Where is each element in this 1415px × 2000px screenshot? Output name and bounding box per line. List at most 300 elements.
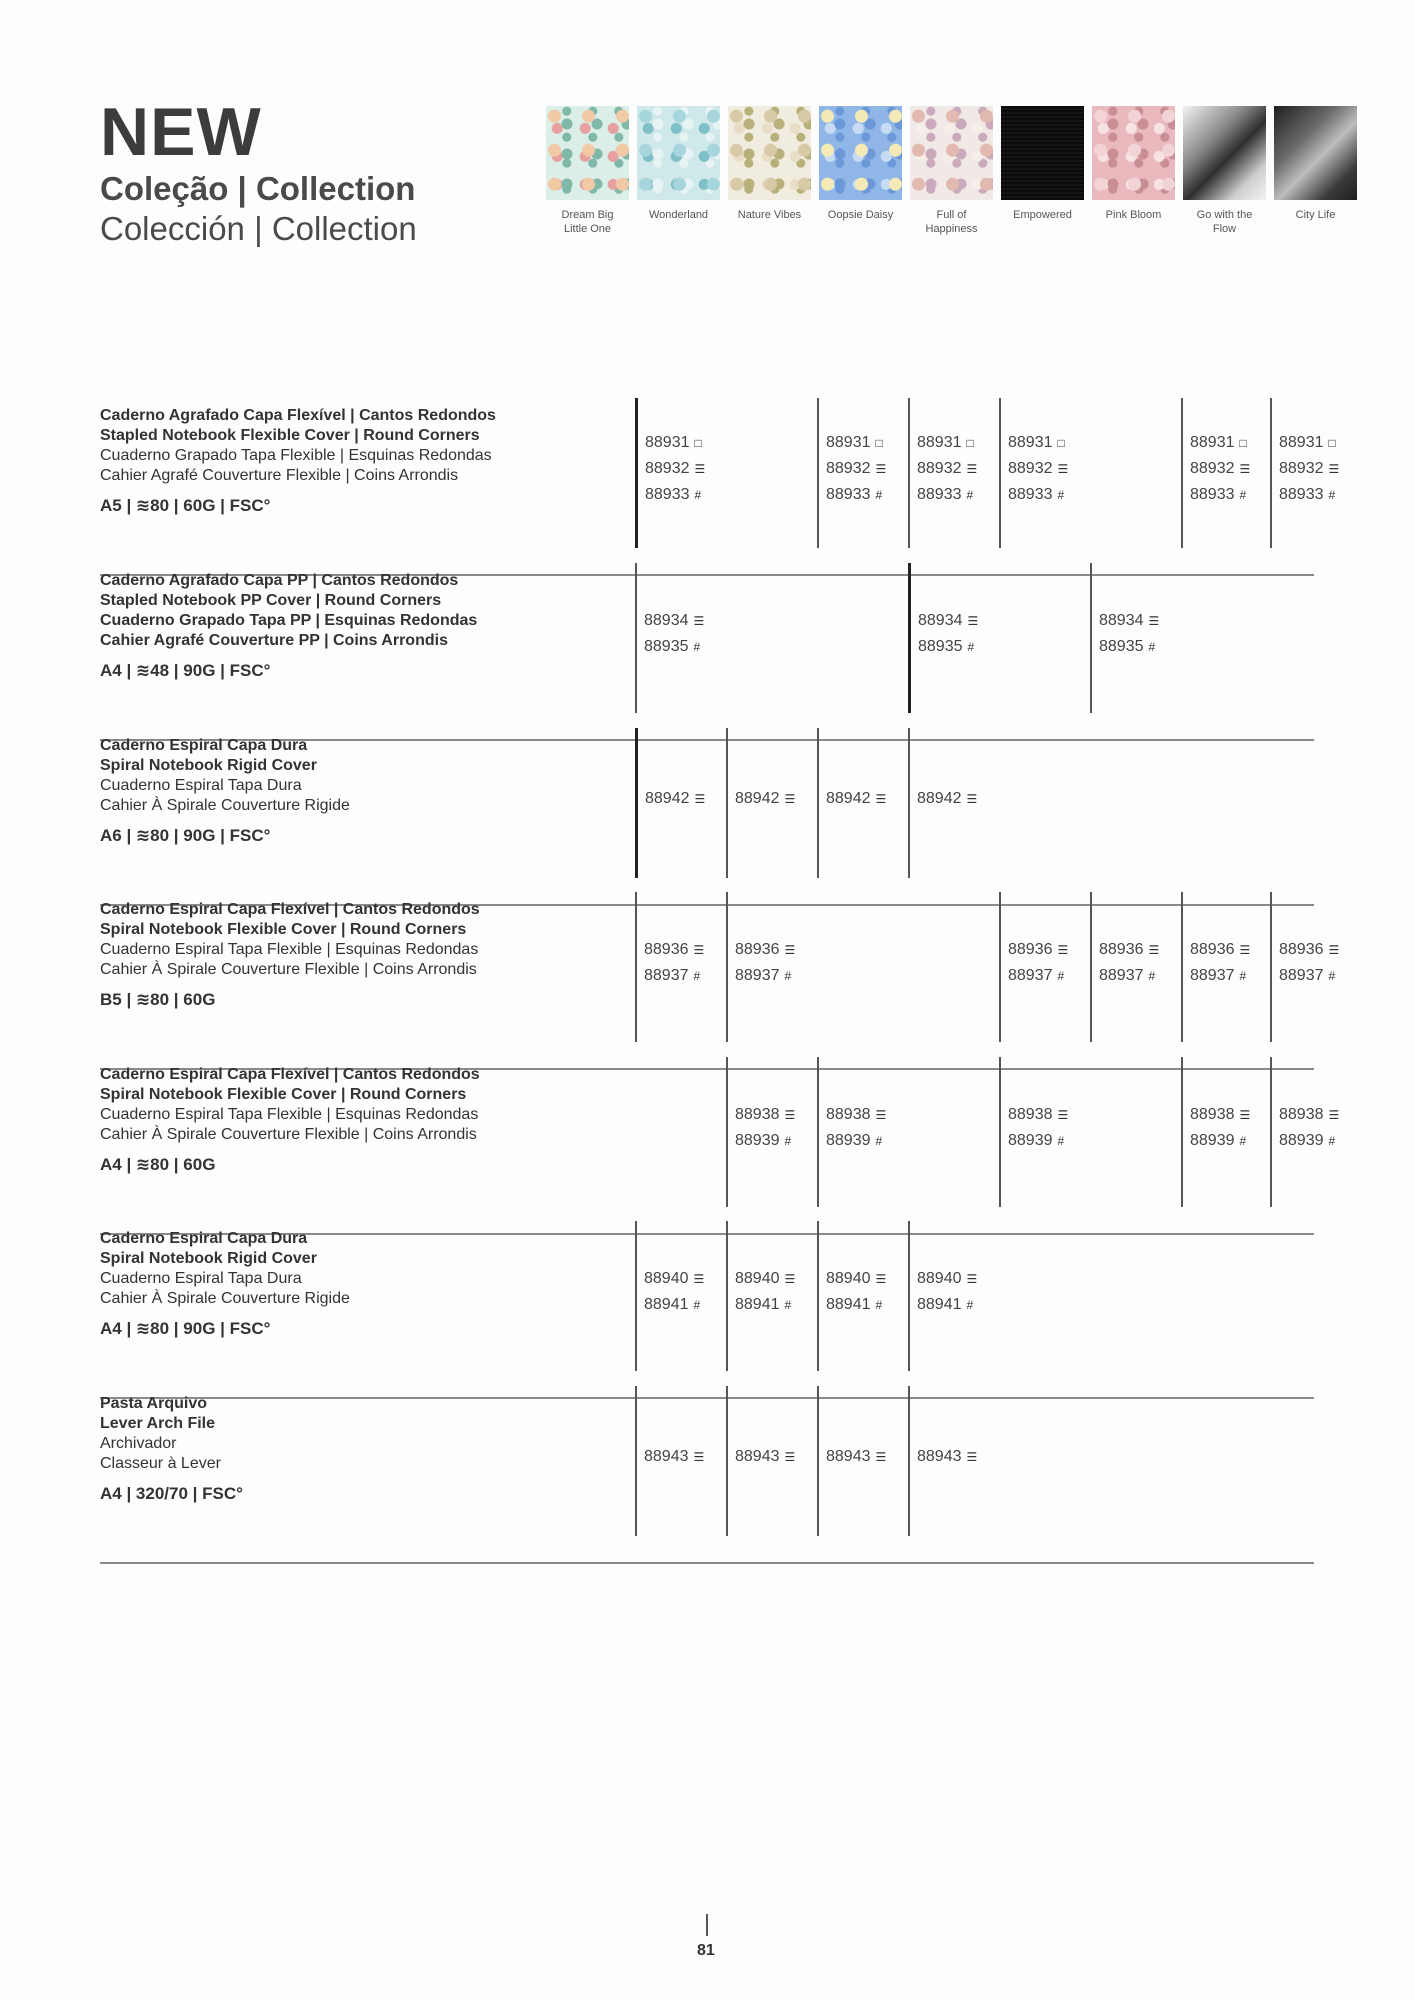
- product-code: [1099, 612, 1159, 630]
- code-number: 88939: [826, 1132, 871, 1149]
- swatch-full-of-happiness: [910, 106, 993, 236]
- swatch-wonderland: [637, 106, 720, 222]
- code-number: 88936: [735, 941, 780, 958]
- code-number: 88932: [826, 460, 871, 477]
- lined-ruling-icon: ☰: [1239, 943, 1251, 957]
- product-code: [917, 790, 977, 808]
- product-code: [645, 460, 705, 478]
- code-column-oopsie-daisy: [908, 1386, 978, 1536]
- product-code: [1279, 434, 1336, 452]
- product-code: [826, 1296, 882, 1314]
- code-column-wonderland: [726, 728, 796, 878]
- product-code: [1099, 638, 1155, 656]
- lined-ruling-icon: ☰: [1057, 1108, 1069, 1122]
- swatch-empowered: [1001, 106, 1084, 222]
- code-column-pink-bloom: [1181, 892, 1251, 1042]
- product-code: [918, 612, 978, 630]
- swatch-label: Oopsie Daisy: [827, 209, 894, 221]
- swatch-label: Nature Vibes: [737, 209, 802, 221]
- grid-ruling-icon: #: [875, 1298, 883, 1312]
- lined-ruling-icon: ☰: [1328, 462, 1340, 476]
- code-number: 88938: [826, 1106, 871, 1123]
- code-column-wonderland: [726, 1386, 796, 1536]
- product-row: [100, 1394, 1314, 1558]
- lined-ruling-icon: ☰: [784, 792, 796, 806]
- product-name-line: Cahier À Spirale Couverture Flexible | Coins Arrondis: [100, 1126, 477, 1143]
- product-code: [735, 1270, 795, 1288]
- code-column-go-with-the-flow: [1270, 1057, 1340, 1207]
- code-number: 88932: [1279, 460, 1324, 477]
- grid-ruling-icon: #: [784, 1134, 792, 1148]
- swatch-label: Wonderland: [648, 209, 709, 221]
- product-name-line: Cahier À Spirale Couverture Flexible | Coins Arrondis: [100, 961, 477, 978]
- code-number: 88935: [1099, 638, 1144, 655]
- swatch-label: Empowered: [1013, 209, 1072, 221]
- grid-ruling-icon: #: [784, 969, 792, 983]
- product-code: [735, 1106, 795, 1124]
- lined-ruling-icon: ☰: [875, 462, 887, 476]
- product-spec: A4 | ≋80 | 90G | FSC°: [100, 1319, 271, 1338]
- product-spec: A6 | ≋80 | 90G | FSC°: [100, 826, 271, 845]
- code-number: 88943: [826, 1448, 871, 1465]
- lined-ruling-icon: ☰: [1148, 614, 1160, 628]
- product-description: [100, 1065, 620, 1175]
- code-number: 88941: [917, 1296, 962, 1313]
- product-code: [644, 941, 704, 959]
- lined-ruling-icon: ☰: [1328, 1108, 1340, 1122]
- product-code: [735, 1448, 795, 1466]
- product-row: [100, 571, 1314, 735]
- product-code: [644, 1448, 704, 1466]
- plain-ruling-icon: □: [966, 436, 974, 450]
- code-column-dream-big-little-one: [635, 892, 705, 1042]
- product-code: [1190, 941, 1250, 959]
- page-header: [100, 96, 417, 248]
- product-name-line: Cuaderno Espiral Tapa Dura: [100, 1270, 302, 1287]
- product-code: [918, 638, 974, 656]
- product-description: [100, 1394, 620, 1504]
- code-column-dream-big-little-one: [635, 398, 706, 548]
- code-number: 88941: [826, 1296, 871, 1313]
- grid-ruling-icon: #: [693, 969, 701, 983]
- code-number: 88937: [1190, 967, 1235, 984]
- product-description: [100, 571, 620, 681]
- swatch-label: Go with the Flow: [1196, 209, 1253, 235]
- code-column-nature-vibes: [817, 1057, 887, 1207]
- code-number: 88934: [918, 612, 963, 629]
- code-number: 88935: [644, 638, 689, 655]
- code-number: 88933: [1190, 486, 1235, 503]
- code-number: 88931: [645, 434, 690, 451]
- lined-ruling-icon: ☰: [693, 1450, 705, 1464]
- product-name-line: Cahier À Spirale Couverture Rigide: [100, 797, 350, 814]
- product-description: [100, 900, 620, 1010]
- pattern-swatch: [637, 106, 720, 200]
- product-name-line: Caderno Espiral Capa Dura: [100, 1230, 308, 1247]
- grid-ruling-icon: #: [875, 488, 883, 502]
- code-column-wonderland: [726, 892, 796, 1042]
- code-column-oopsie-daisy: [908, 728, 978, 878]
- code-number: 88931: [826, 434, 871, 451]
- code-number: 88931: [1190, 434, 1235, 451]
- code-number: 88942: [917, 790, 962, 807]
- product-description: [100, 406, 620, 516]
- lined-ruling-icon: ☰: [1057, 943, 1069, 957]
- plain-ruling-icon: □: [694, 436, 702, 450]
- code-column-empowered: [1090, 892, 1160, 1042]
- lined-ruling-icon: ☰: [966, 792, 978, 806]
- code-number: 88936: [1279, 941, 1324, 958]
- code-number: 88940: [917, 1270, 962, 1287]
- code-number: 88940: [735, 1270, 780, 1287]
- grid-ruling-icon: #: [966, 488, 974, 502]
- code-column-go-with-the-flow: [1270, 892, 1340, 1042]
- grid-ruling-icon: #: [967, 640, 975, 654]
- code-number: 88938: [1190, 1106, 1235, 1123]
- lined-ruling-icon: ☰: [967, 614, 979, 628]
- swatch-dream-big-little-one: [546, 106, 629, 236]
- pattern-swatch: [1183, 106, 1266, 200]
- swatch-label: Dream Big Little One: [561, 209, 614, 235]
- product-name-line: Cahier Agrafé Couverture Flexible | Coins Arrondis: [100, 467, 459, 484]
- grid-ruling-icon: #: [1057, 488, 1065, 502]
- code-column-dream-big-little-one: [635, 563, 705, 713]
- code-column-go-with-the-flow: [1270, 398, 1340, 548]
- code-number: 88932: [917, 460, 962, 477]
- code-column-full-of-happiness: [999, 892, 1069, 1042]
- pattern-swatch: [819, 106, 902, 200]
- lined-ruling-icon: ☰: [693, 943, 705, 957]
- product-name-line: Stapled Notebook Flexible Cover | Round Corners: [100, 427, 480, 444]
- product-code: [1008, 1132, 1064, 1150]
- product-code: [645, 434, 702, 452]
- code-number: 88933: [1279, 486, 1324, 503]
- product-code: [1279, 486, 1335, 504]
- lined-ruling-icon: ☰: [1328, 943, 1340, 957]
- product-code: [1008, 434, 1065, 452]
- code-column-full-of-happiness: [999, 1057, 1069, 1207]
- product-code: [826, 1106, 886, 1124]
- code-number: 88936: [1190, 941, 1235, 958]
- product-row: [100, 1229, 1314, 1393]
- lined-ruling-icon: ☰: [693, 614, 705, 628]
- code-number: 88938: [735, 1106, 780, 1123]
- code-number: 88933: [826, 486, 871, 503]
- product-name-line: Caderno Agrafado Capa Flexível | Cantos Redondos: [100, 407, 496, 424]
- code-column-oopsie-daisy: [908, 398, 978, 548]
- code-number: 88939: [1190, 1132, 1235, 1149]
- lined-ruling-icon: ☰: [784, 1108, 796, 1122]
- code-column-wonderland: [726, 1221, 796, 1371]
- lined-ruling-icon: ☰: [784, 1450, 796, 1464]
- product-code: [1279, 941, 1339, 959]
- code-number: 88943: [735, 1448, 780, 1465]
- code-number: 88933: [1008, 486, 1053, 503]
- code-number: 88931: [1008, 434, 1053, 451]
- product-code: [1279, 1132, 1335, 1150]
- product-code: [1099, 967, 1155, 985]
- product-code: [826, 486, 882, 504]
- product-code: [1190, 434, 1247, 452]
- code-number: 88937: [1008, 967, 1053, 984]
- product-code: [1190, 1106, 1250, 1124]
- code-number: 88931: [917, 434, 962, 451]
- lined-ruling-icon: ☰: [1239, 462, 1251, 476]
- code-number: 88935: [918, 638, 963, 655]
- code-column-dream-big-little-one: [635, 728, 706, 878]
- lined-ruling-icon: ☰: [693, 1272, 705, 1286]
- swatch-label: Pink Bloom: [1105, 209, 1162, 221]
- code-number: 88936: [1008, 941, 1053, 958]
- product-name-line: Archivador: [100, 1435, 177, 1452]
- product-code: [917, 1296, 973, 1314]
- grid-ruling-icon: #: [1328, 969, 1336, 983]
- product-code: [735, 967, 791, 985]
- product-code: [917, 1270, 977, 1288]
- lined-ruling-icon: ☰: [966, 1450, 978, 1464]
- product-row: [100, 1065, 1340, 1229]
- product-name-line: Pasta Arquivo: [100, 1395, 207, 1412]
- code-column-oopsie-daisy: [908, 1221, 978, 1371]
- code-number: 88933: [645, 486, 690, 503]
- product-code: [826, 1132, 882, 1150]
- swatch-oopsie-daisy: [819, 106, 902, 222]
- code-number: 88931: [1279, 434, 1324, 451]
- product-name-line: Spiral Notebook Flexible Cover | Round Corners: [100, 921, 467, 938]
- product-code: [1190, 967, 1246, 985]
- product-name-line: Classeur à Lever: [100, 1455, 221, 1472]
- pattern-swatch: [910, 106, 993, 200]
- product-spec: A4 | ≋48 | 90G | FSC°: [100, 661, 271, 680]
- product-name-line: Cahier À Spirale Couverture Rigide: [100, 1290, 350, 1307]
- grid-ruling-icon: #: [1148, 969, 1156, 983]
- product-name-line: Caderno Agrafado Capa PP | Cantos Redondos: [100, 572, 459, 589]
- swatch-label: Full of Happiness: [925, 209, 978, 235]
- product-name-line: Cuaderno Grapado Tapa PP | Esquinas Redondas: [100, 612, 478, 629]
- grid-ruling-icon: #: [784, 1298, 792, 1312]
- product-name-line: Lever Arch File: [100, 1415, 216, 1432]
- swatch-nature-vibes: [728, 106, 811, 222]
- code-column-nature-vibes: [817, 398, 887, 548]
- grid-ruling-icon: #: [1239, 1134, 1247, 1148]
- product-code: [1008, 460, 1068, 478]
- lined-ruling-icon: ☰: [694, 462, 706, 476]
- code-number: 88939: [1008, 1132, 1053, 1149]
- product-row: [100, 736, 1314, 900]
- product-spec: A4 | 320/70 | FSC°: [100, 1484, 243, 1503]
- product-code: [1190, 486, 1246, 504]
- product-code: [645, 486, 701, 504]
- grid-ruling-icon: #: [875, 1134, 883, 1148]
- swatch-label: City Life: [1295, 209, 1336, 221]
- code-number: 88936: [644, 941, 689, 958]
- product-code: [826, 1270, 886, 1288]
- product-code: [644, 638, 700, 656]
- swatch-go-with-the-flow: [1183, 106, 1266, 236]
- lined-ruling-icon: ☰: [875, 1450, 887, 1464]
- grid-ruling-icon: #: [1328, 1134, 1336, 1148]
- page-number-marker: [706, 1914, 708, 1936]
- collection-swatches: [546, 106, 1366, 246]
- page-number: 81: [697, 1942, 715, 1959]
- product-spec: A5 | ≋80 | 60G | FSC°: [100, 496, 271, 515]
- product-name-line: Cuaderno Espiral Tapa Dura: [100, 777, 302, 794]
- product-description: [100, 736, 620, 846]
- product-code: [644, 612, 704, 630]
- product-spec: A4 | ≋80 | 60G: [100, 1155, 216, 1174]
- code-number: 88941: [735, 1296, 780, 1313]
- product-code: [1190, 1132, 1246, 1150]
- grid-ruling-icon: #: [1328, 488, 1336, 502]
- product-description: [100, 1229, 620, 1339]
- plain-ruling-icon: □: [1057, 436, 1065, 450]
- lined-ruling-icon: ☰: [966, 1272, 978, 1286]
- lined-ruling-icon: ☰: [875, 1108, 887, 1122]
- product-code: [917, 434, 974, 452]
- grid-ruling-icon: #: [966, 1298, 974, 1312]
- grid-ruling-icon: #: [1057, 969, 1065, 983]
- code-number: 88940: [826, 1270, 871, 1287]
- code-number: 88938: [1279, 1106, 1324, 1123]
- code-number: 88942: [826, 790, 871, 807]
- plain-ruling-icon: □: [1328, 436, 1336, 450]
- product-code: [826, 1448, 886, 1466]
- code-column-pink-bloom: [1181, 398, 1251, 548]
- code-column-full-of-happiness: [999, 398, 1069, 548]
- pattern-swatch: [546, 106, 629, 200]
- product-code: [735, 790, 795, 808]
- product-code: [826, 434, 883, 452]
- product-code: [826, 790, 886, 808]
- product-code: [826, 460, 886, 478]
- grid-ruling-icon: #: [1239, 969, 1247, 983]
- code-number: 88942: [645, 790, 690, 807]
- plain-ruling-icon: □: [875, 436, 883, 450]
- code-number: 88938: [1008, 1106, 1053, 1123]
- product-code: [735, 1296, 791, 1314]
- product-name-line: Caderno Espiral Capa Dura: [100, 737, 308, 754]
- code-number: 88934: [644, 612, 689, 629]
- product-code: [917, 486, 973, 504]
- pattern-swatch: [1001, 106, 1084, 200]
- code-column-oopsie-daisy: [908, 563, 979, 713]
- page-title: NEW: [100, 94, 262, 170]
- code-column-wonderland: [726, 1057, 796, 1207]
- code-number: 88943: [644, 1448, 689, 1465]
- code-number: 88937: [1279, 967, 1324, 984]
- product-code: [735, 941, 795, 959]
- product-spec: B5 | ≋80 | 60G: [100, 990, 216, 1009]
- product-code: [644, 967, 700, 985]
- lined-ruling-icon: ☰: [1057, 462, 1069, 476]
- pattern-swatch: [728, 106, 811, 200]
- lined-ruling-icon: ☰: [1148, 943, 1160, 957]
- plain-ruling-icon: □: [1239, 436, 1247, 450]
- grid-ruling-icon: #: [1148, 640, 1156, 654]
- lined-ruling-icon: ☰: [694, 792, 706, 806]
- collection-title-es-fr: Colección | Collection: [100, 210, 417, 247]
- product-code: [1279, 460, 1339, 478]
- product-code: [644, 1296, 700, 1314]
- product-code: [1279, 967, 1335, 985]
- code-number: 88942: [735, 790, 780, 807]
- code-column-nature-vibes: [817, 1221, 887, 1371]
- product-code: [1008, 941, 1068, 959]
- code-number: 88937: [1099, 967, 1144, 984]
- grid-ruling-icon: #: [1239, 488, 1247, 502]
- product-code: [735, 1132, 791, 1150]
- code-column-pink-bloom: [1181, 1057, 1251, 1207]
- swatch-pink-bloom: [1092, 106, 1175, 222]
- lined-ruling-icon: ☰: [1239, 1108, 1251, 1122]
- lined-ruling-icon: ☰: [966, 462, 978, 476]
- product-row: [100, 406, 1340, 570]
- code-column-nature-vibes: [817, 728, 887, 878]
- code-column-empowered: [1090, 563, 1160, 713]
- product-code: [644, 1270, 704, 1288]
- lined-ruling-icon: ☰: [784, 1272, 796, 1286]
- lined-ruling-icon: ☰: [875, 792, 887, 806]
- code-number: 88932: [1008, 460, 1053, 477]
- code-column-dream-big-little-one: [635, 1221, 705, 1371]
- code-number: 88941: [644, 1296, 689, 1313]
- product-name-line: Cahier Agrafé Couverture PP | Coins Arrondis: [100, 632, 448, 649]
- product-code: [645, 790, 705, 808]
- product-name-line: Caderno Espiral Capa Flexível | Cantos Redondos: [100, 1066, 480, 1083]
- product-name-line: Spiral Notebook Rigid Cover: [100, 1250, 317, 1267]
- code-number: 88934: [1099, 612, 1144, 629]
- swatch-city-life: [1274, 106, 1357, 222]
- product-code: [1008, 486, 1064, 504]
- product-code: [917, 1448, 977, 1466]
- code-number: 88939: [1279, 1132, 1324, 1149]
- code-column-dream-big-little-one: [635, 1386, 705, 1536]
- product-code: [1008, 1106, 1068, 1124]
- product-code: [1008, 967, 1064, 985]
- pattern-swatch: [1092, 106, 1175, 200]
- product-row: [100, 900, 1340, 1064]
- code-number: 88937: [735, 967, 780, 984]
- product-name-line: Cuaderno Espiral Tapa Flexible | Esquinas Redondas: [100, 1106, 479, 1123]
- product-name-line: Spiral Notebook Rigid Cover: [100, 757, 317, 774]
- code-number: 88932: [1190, 460, 1235, 477]
- grid-ruling-icon: #: [1057, 1134, 1065, 1148]
- code-number: 88939: [735, 1132, 780, 1149]
- product-code: [1099, 941, 1159, 959]
- lined-ruling-icon: ☰: [784, 943, 796, 957]
- code-number: 88940: [644, 1270, 689, 1287]
- lined-ruling-icon: ☰: [875, 1272, 887, 1286]
- pattern-swatch: [1274, 106, 1357, 200]
- product-name-line: Stapled Notebook PP Cover | Round Corners: [100, 592, 442, 609]
- product-name-line: Spiral Notebook Flexible Cover | Round Corners: [100, 1086, 467, 1103]
- code-number: 88932: [645, 460, 690, 477]
- grid-ruling-icon: #: [693, 640, 701, 654]
- product-code: [917, 460, 977, 478]
- product-code: [1279, 1106, 1339, 1124]
- code-number: 88933: [917, 486, 962, 503]
- product-name-line: Cuaderno Grapado Tapa Flexible | Esquinas Redondas: [100, 447, 492, 464]
- code-column-nature-vibes: [817, 1386, 887, 1536]
- product-name-line: Cuaderno Espiral Tapa Flexible | Esquinas Redondas: [100, 941, 479, 958]
- row-divider: [100, 1562, 1314, 1564]
- product-code: [1190, 460, 1250, 478]
- collection-title-pt-en: Coleção | Collection: [100, 170, 416, 207]
- grid-ruling-icon: #: [694, 488, 702, 502]
- product-name-line: Caderno Espiral Capa Flexível | Cantos Redondos: [100, 901, 480, 918]
- code-number: 88937: [644, 967, 689, 984]
- code-number: 88943: [917, 1448, 962, 1465]
